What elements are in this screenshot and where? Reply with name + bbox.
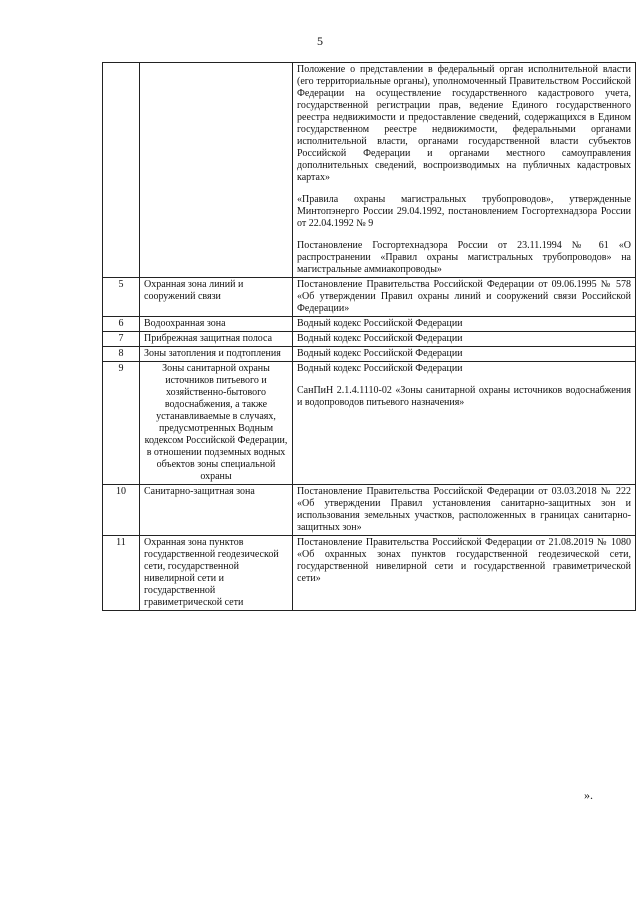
legal-document-text: Постановление Правительства Российской Федерации от 03.03.2018 № 222 «Об утверждении Правил установления санитарно-защитных зон и использования земельных участков, расположенных в границах санитарно-защитных зон» (297, 486, 631, 533)
table-row (103, 347, 636, 362)
table-row (103, 317, 636, 332)
row-number: 5 (103, 278, 140, 317)
row-number (103, 63, 140, 278)
table-row (103, 332, 636, 347)
zone-name (140, 63, 293, 278)
legal-documents (293, 63, 636, 278)
legal-document-text: Постановление Госгортехнадзора России от 23.11.1994 № 61 «О распространении «Правил охраны магистральных трубопроводов» на магистральные аммиакопроводы» (297, 240, 631, 275)
row-number: 7 (103, 332, 140, 347)
legal-documents (293, 278, 636, 317)
zone-name: Водоохранная зона (140, 317, 293, 332)
legal-document-text: Положение о представлении в федеральный орган исполнительной власти (его территориальные органы), уполномоченный Правительством Российской Федерации на осуществление государственного кадастрового учета, государственной регистрации прав, ведение Единого государственного реестра недвижимости и предоставление сведений, содержащихся в Едином государственном реестре недвижимости, федеральными органами исполнительной власти, органами государственной власти субъектов Российской Федерации и органами местного самоуправления дополнительных сведений, воспроизводимых на публичных кадастровых картах» (297, 64, 631, 183)
row-number: 10 (103, 485, 140, 536)
table-row (103, 63, 636, 278)
legal-document-text: СанПиН 2.1.4.1110-02 «Зоны санитарной охраны источников водоснабжения и водопроводов питьевого назначения» (297, 385, 631, 408)
legal-documents (293, 347, 636, 362)
legal-document-text: Водный кодекс Российской Федерации (297, 333, 463, 344)
zone-name: Охранная зона линий и сооружений связи (140, 278, 293, 317)
row-number: 8 (103, 347, 140, 362)
legal-documents (293, 362, 636, 485)
table-body (103, 63, 636, 611)
zone-name: Охранная зона пунктов государственной геодезической сети, государственной нивелирной сети и государственной гравиметрической сети (140, 536, 293, 611)
legal-document-text: Водный кодекс Российской Федерации (297, 348, 463, 359)
protected-zones-table (102, 62, 636, 611)
legal-documents (293, 332, 636, 347)
legal-document-text: Водный кодекс Российской Федерации (297, 318, 463, 329)
legal-document-text: Водный кодекс Российской Федерации (297, 363, 463, 374)
zone-name: Санитарно-защитная зона (140, 485, 293, 536)
zone-name: Зоны затопления и подтопления (140, 347, 293, 362)
legal-document-text: Постановление Правительства Российской Федерации от 21.08.2019 № 1080 «Об охранных зонах пунктов государственной геодезической сети, государственной нивелирной сети и государственной гравиметрической сети» (297, 537, 631, 584)
legal-documents (293, 485, 636, 536)
table-row (103, 485, 636, 536)
legal-documents (293, 536, 636, 611)
zone-name: Зоны санитарной охраны источников питьевого и хозяйственно-бытового водоснабжения, а также устанавливаемые в случаях, предусмотренных Водным кодексом Российской Федерации, в отношении подземных водных объектов зоны специальной охраны (140, 362, 293, 485)
table-row (103, 362, 636, 485)
table-row (103, 278, 636, 317)
zone-name: Прибрежная защитная полоса (140, 332, 293, 347)
legal-documents (293, 317, 636, 332)
closing-quote: ». (584, 788, 593, 802)
table-row (103, 536, 636, 611)
page-number: 5 (317, 34, 323, 48)
row-number: 6 (103, 317, 140, 332)
legal-document-text: Постановление Правительства Российской Федерации от 09.06.1995 № 578 «Об утверждении Правил охраны линий и сооружений связи Российской Федерации» (297, 279, 631, 314)
legal-document-text: «Правила охраны магистральных трубопроводов», утвержденные Минтопэнерго России 29.04.1992, постановлением Госгортехнадзора России от 22.04.1992 № 9 (297, 194, 631, 229)
row-number: 11 (103, 536, 140, 611)
row-number: 9 (103, 362, 140, 485)
